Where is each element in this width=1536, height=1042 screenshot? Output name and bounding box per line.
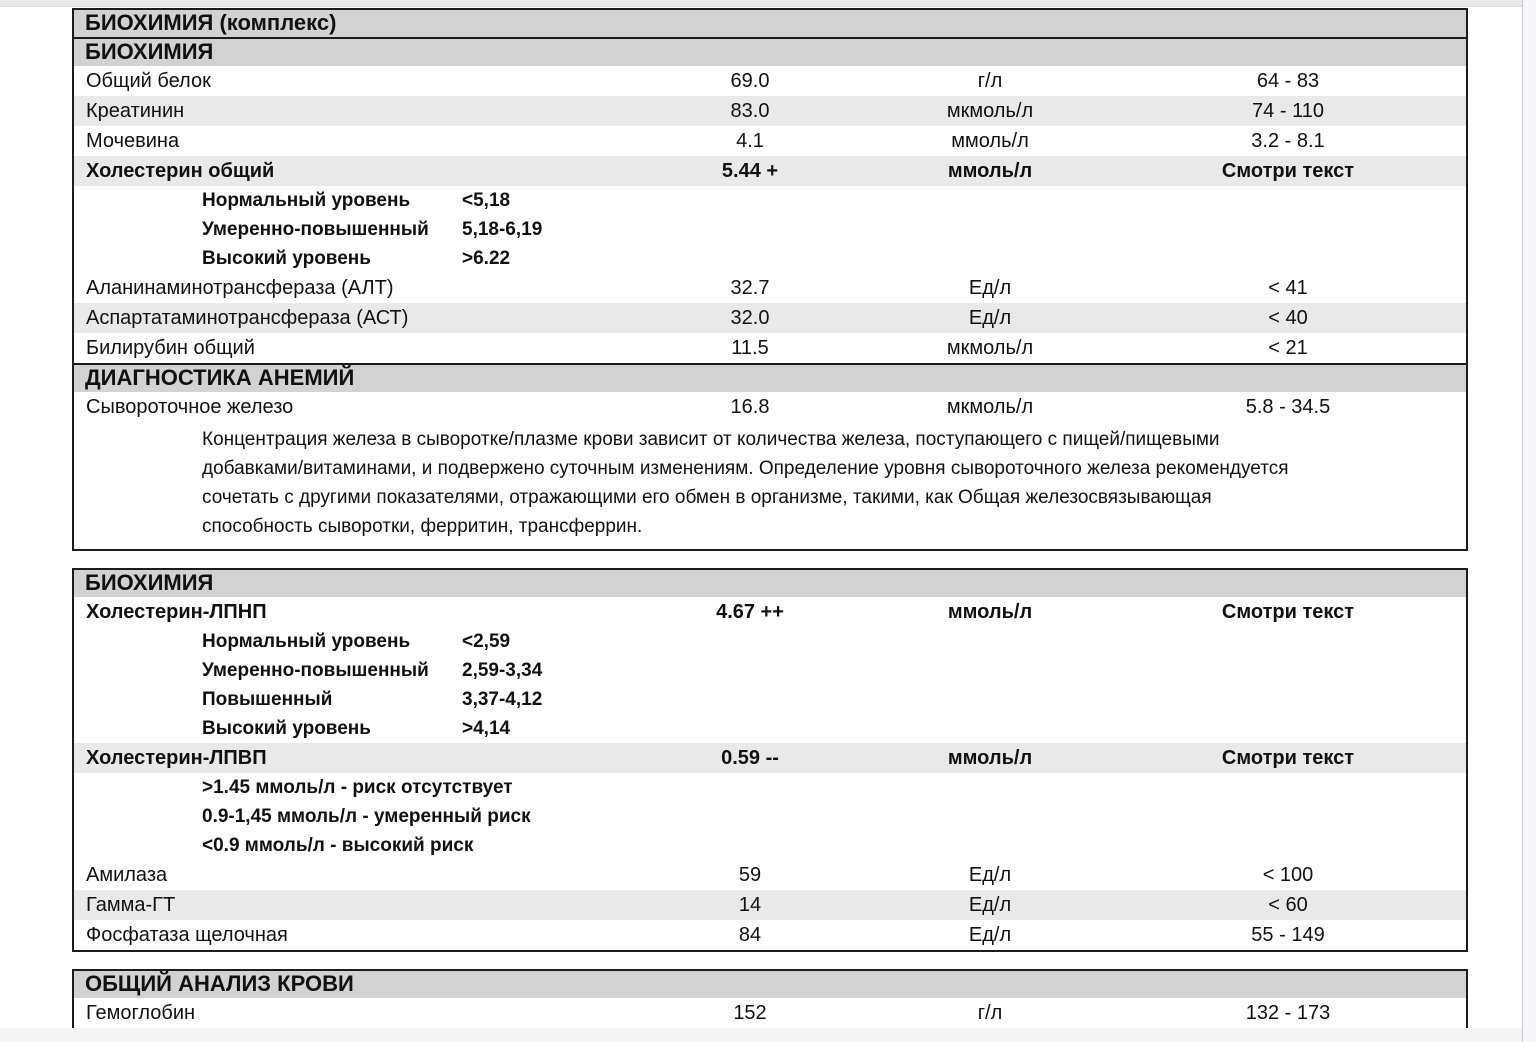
level-row [74,627,1466,656]
level-value: >6.22 [462,247,511,269]
page-top-edge-strip [0,0,1536,7]
result-range: 64 - 83 [1256,69,1320,92]
level-row [74,685,1466,714]
result-row [74,156,1466,186]
report-title: БИОХИМИЯ (комплекс) [74,10,1466,39]
level-label: Повышенный [202,688,333,710]
result-name: Общий белок [86,69,211,92]
result-name: Амилаза [86,863,168,886]
result-value: 32.0 [730,306,770,329]
note-row: >1.45 ммоль/л - риск отсутствует [202,776,513,798]
result-value: 152 [733,1001,767,1024]
paragraph-line: Концентрация железа в сыворотке/плазме крови зависит от количества железа, поступающего с пищей/пищевыми [202,429,1220,450]
level-label: Нормальный уровень [202,189,411,211]
level-label: Высокий уровень [202,247,371,269]
level-label: Высокий уровень [202,717,371,739]
result-value: 84 [738,923,762,946]
note-row: <0.9 ммоль/л - высокий риск [202,834,474,856]
result-unit: Ед/л [968,276,1012,299]
paragraph-line: сочетать с другими показателями, отражающими его обмен в организме, такими, как Общая железосвязывающая [202,487,1212,508]
result-range: < 40 [1268,306,1308,329]
result-value: 11.5 [731,336,769,359]
result-unit: мкмоль/л [946,336,1034,359]
vertical-scrollbar-track[interactable] [1522,0,1536,1042]
result-value: 83.0 [730,99,770,122]
level-value: <5,18 [462,189,511,211]
level-value: <2,59 [462,630,511,652]
result-name: Холестерин общий [86,159,275,182]
level-row [74,186,1466,215]
result-range: 3.2 - 8.1 [1251,129,1325,152]
result-row [74,126,1466,156]
result-name: Гамма-ГТ [86,893,176,916]
result-unit: ммоль/л [947,746,1033,769]
result-row [74,96,1466,126]
result-range: 55 - 149 [1251,923,1325,946]
level-label: Умеренно-повышенный [202,659,429,681]
result-value: 0.59 -- [721,746,779,769]
result-range: Смотри текст [1221,746,1355,769]
result-name: Холестерин-ЛПНП [86,600,267,623]
result-name: Аланинаминотрансфераза (АЛТ) [86,276,394,299]
result-unit: ммоль/л [947,600,1033,623]
result-name: Аспартатаминотрансфераза (АСТ) [86,306,409,329]
result-name: Фосфатаза щелочная [86,923,288,946]
level-row [74,656,1466,685]
result-unit: Ед/л [968,863,1012,886]
result-range: 74 - 110 [1252,99,1324,122]
result-name: Билирубин общий [86,336,255,359]
result-range: < 21 [1268,336,1308,359]
result-range: < 41 [1268,276,1308,299]
result-unit: Ед/л [968,306,1012,329]
level-value: 2,59-3,34 [462,659,543,681]
result-range: < 60 [1268,893,1308,916]
result-range: < 100 [1262,863,1314,886]
result-range: Смотри текст [1221,159,1355,182]
result-unit: мкмоль/л [946,99,1034,122]
result-name: Холестерин-ЛПВП [86,746,267,769]
result-value: 69.0 [730,69,770,92]
report-box [72,8,1468,551]
level-value: 5,18-6,19 [462,218,543,240]
result-value: 5.44 + [721,159,779,182]
report-box [72,568,1468,952]
level-value: >4,14 [462,717,511,739]
level-row [74,714,1466,743]
result-row [74,333,1466,363]
level-label: Нормальный уровень [202,630,411,652]
section-header: ОБЩИЙ АНАЛИЗ КРОВИ [74,971,1466,998]
result-name: Мочевина [86,129,180,152]
section-header: ДИАГНОСТИКА АНЕМИЙ [74,363,1466,392]
result-unit: мкмоль/л [946,395,1034,418]
page-bottom-edge-strip [0,1028,1536,1042]
result-value: 59 [738,863,762,886]
result-row [74,303,1466,333]
result-unit: ммоль/л [951,129,1029,152]
result-name: Креатинин [86,99,185,122]
level-row [74,215,1466,244]
paragraph-line: добавками/витаминами, и подвержено суточным изменениям. Определение уровня сывороточного железа рекомендуется [202,458,1289,479]
result-unit: г/л [977,69,1003,92]
result-value: 32.7 [730,276,770,299]
section-header: БИОХИМИЯ [74,570,1466,597]
result-row [74,890,1466,920]
result-row [74,597,1466,627]
note-row: 0.9-1,45 ммоль/л - умеренный риск [202,805,531,827]
result-unit: г/л [977,1001,1003,1024]
result-row [74,998,1466,1028]
result-row [74,920,1466,950]
result-unit: Ед/л [968,893,1012,916]
result-unit: ммоль/л [947,159,1033,182]
result-value: 4.1 [736,129,764,152]
result-value: 16.8 [730,395,770,418]
result-row [74,66,1466,96]
result-range: 5.8 - 34.5 [1245,395,1331,418]
result-value: 4.67 ++ [716,600,784,623]
note-paragraph [74,422,1466,549]
level-label: Умеренно-повышенный [202,218,429,240]
result-row [74,860,1466,890]
result-row [74,273,1466,303]
result-name: Сывороточное железо [86,395,294,418]
result-range: 132 - 173 [1245,1001,1331,1024]
result-row [74,743,1466,773]
section-header: БИОХИМИЯ [74,39,1466,66]
level-row [74,244,1466,273]
result-row [74,392,1466,422]
result-unit: Ед/л [968,923,1012,946]
result-value: 14 [738,893,762,916]
result-name: Гемоглобин [86,1001,196,1024]
result-range: Смотри текст [1221,600,1355,623]
level-value: 3,37-4,12 [462,688,543,710]
paragraph-line: способность сыворотки, ферритин, трансферрин. [202,516,643,537]
lab-report-body [72,8,1468,1042]
